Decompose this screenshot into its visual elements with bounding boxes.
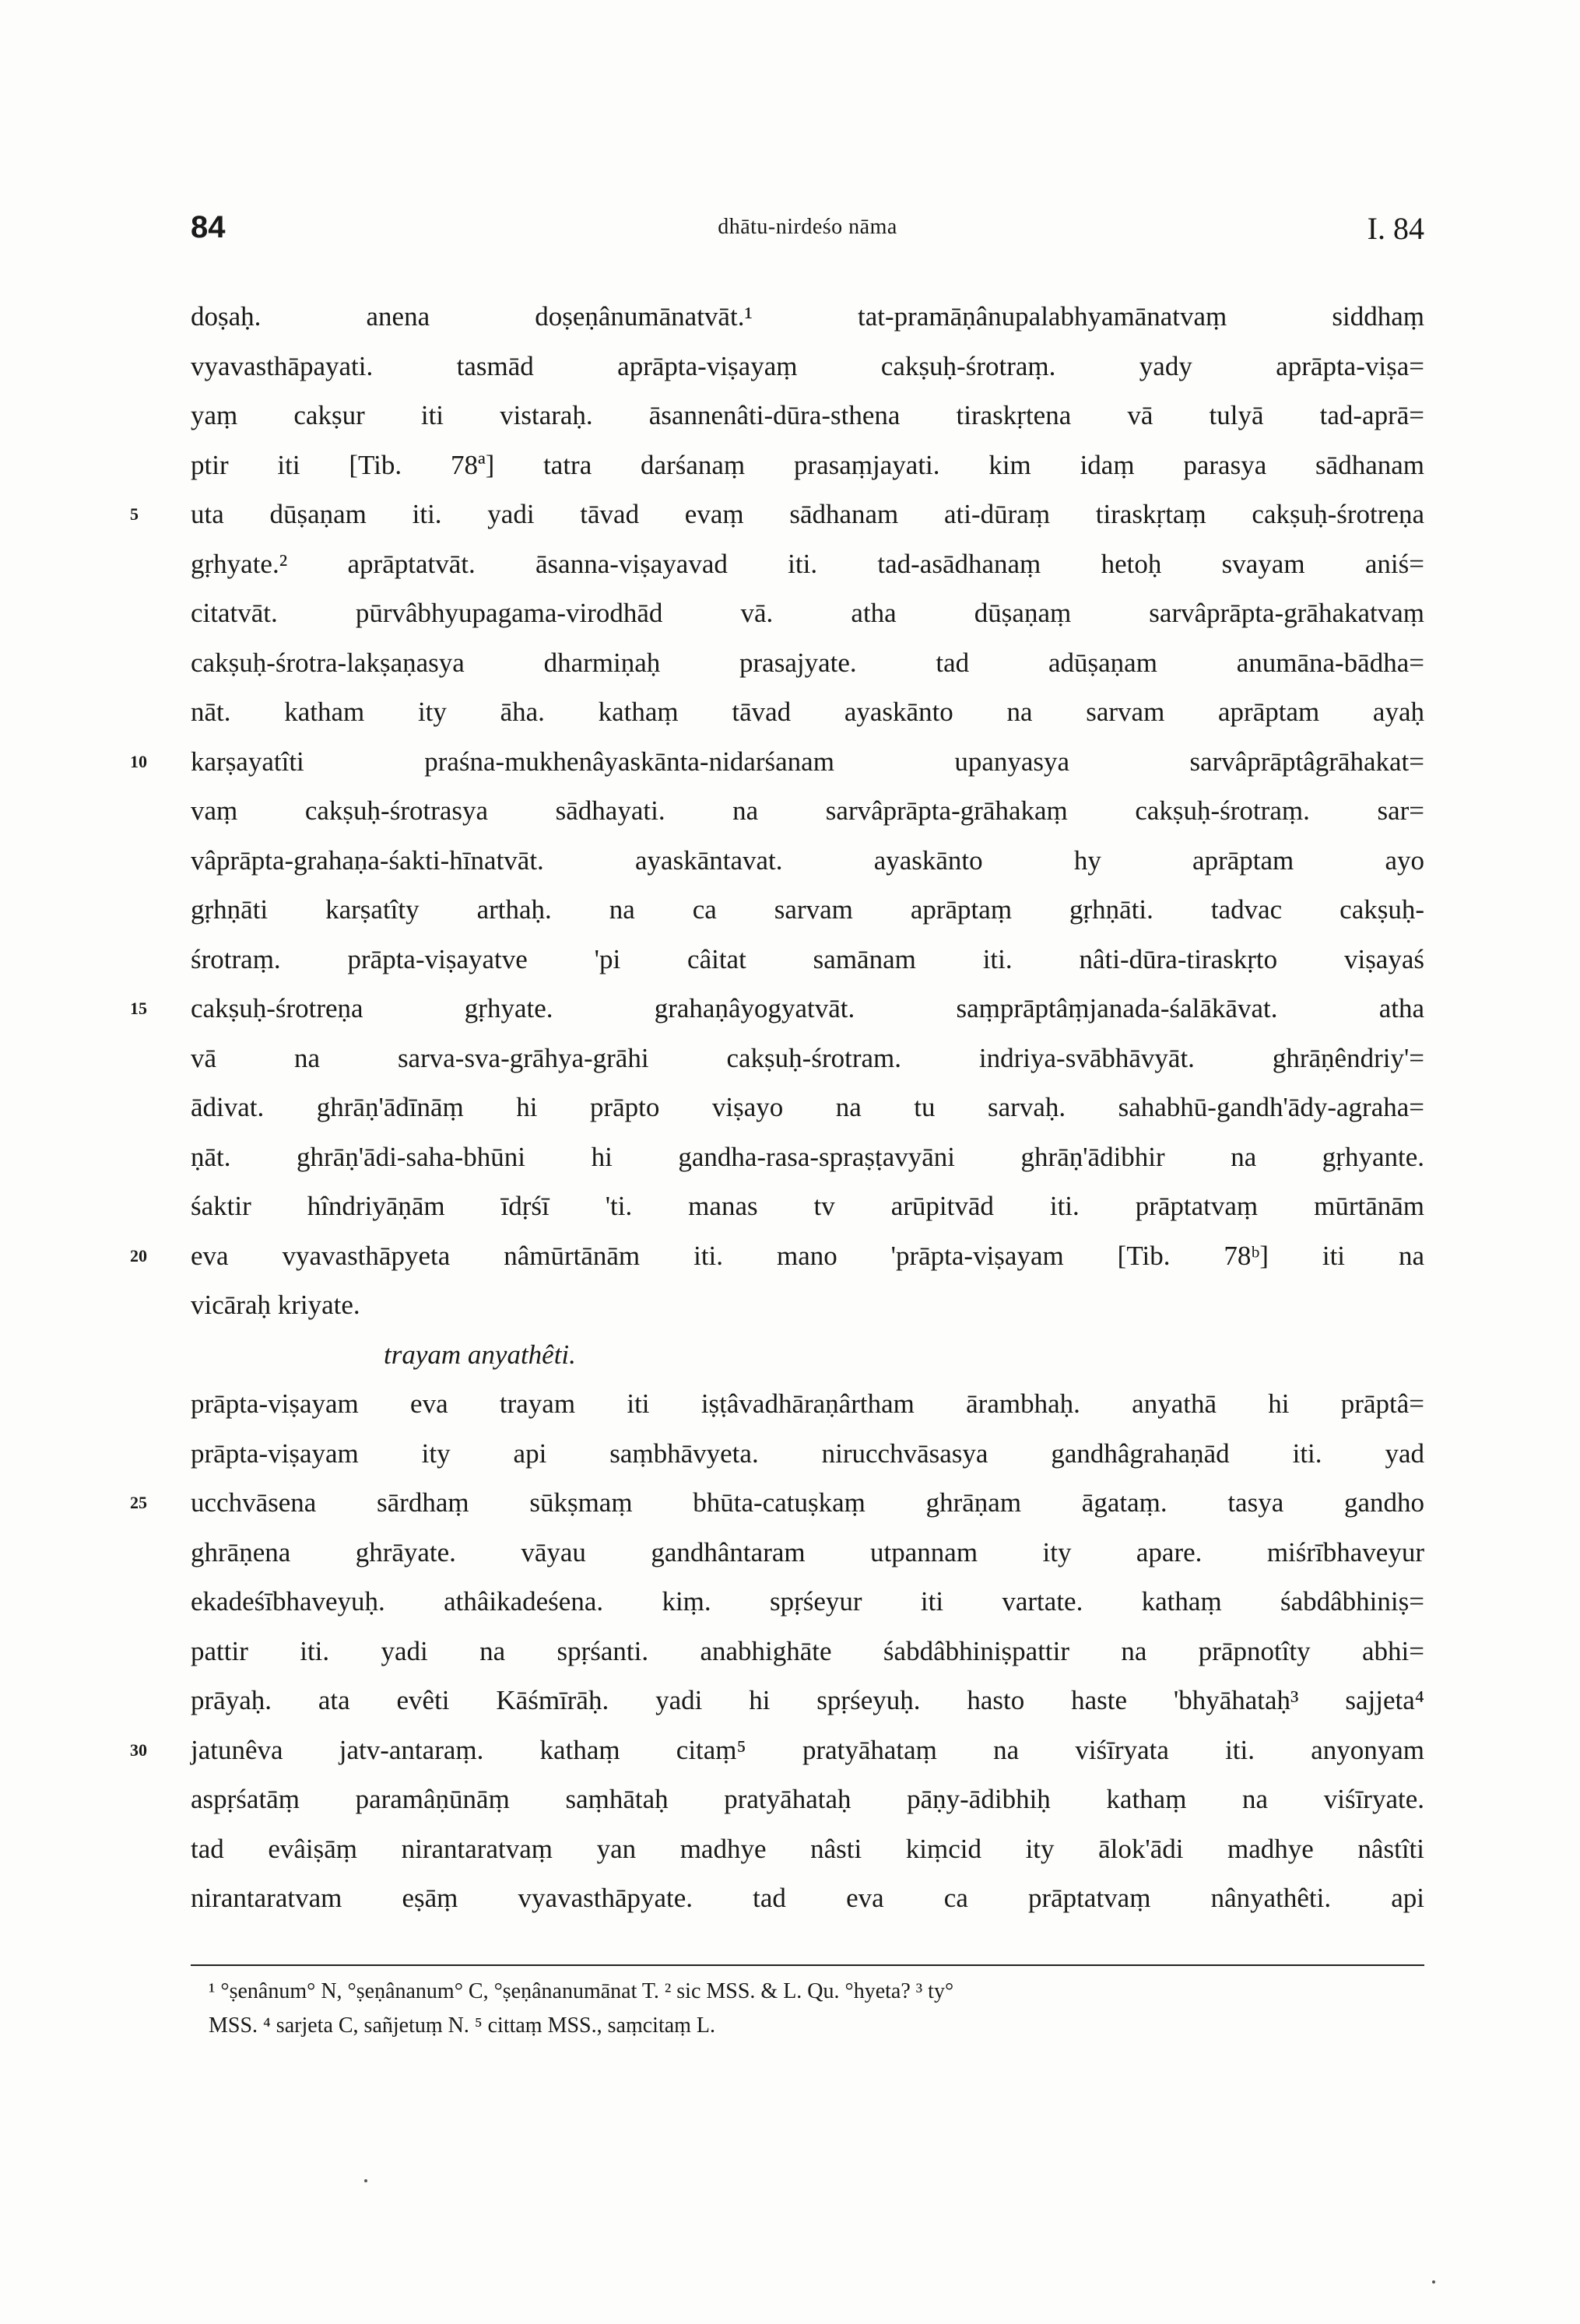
footnote-rule: [191, 1964, 1424, 1966]
text-line-content: cakṣuḥ-śrotra-lakṣaṇasya dharmiṇaḥ prasajyate. tad adūṣaṇam anumāna-bādha=: [191, 647, 1424, 678]
text-line: [191, 539, 1424, 589]
main-text: [130, 292, 1424, 1923]
section-reference: I. 84: [1367, 211, 1424, 246]
running-title: dhātu-nirdeśo nāma: [718, 215, 897, 239]
text-line: [191, 1775, 1424, 1824]
text-line-content: prāpta-viṣayam eva trayam iti iṣṭâvadhāraṇârtham ārambhaḥ. anyathā hi prāptâ=: [191, 1388, 1424, 1419]
text-line-content: tad evâiṣāṃ nirantaratvaṃ yan madhye nâsti kiṃcid ity ālok'ādi madhye nâstîti: [191, 1833, 1424, 1864]
line-number: 15: [130, 999, 147, 1018]
text-line-content: trayam anyathêti.: [384, 1339, 576, 1370]
text-line-content: karṣayatîti praśna-mukhenâyaskānta-nidarśanam upanyasya sarvâprāptâgrāhakat=: [191, 746, 1424, 777]
text-line: [191, 342, 1424, 391]
text-line-content: vā na sarva-sva-grāhya-grāhi cakṣuḥ-śrotram. indriya-svābhāvyāt. ghrāṇêndriy'=: [191, 1042, 1424, 1073]
footnote-line: MSS. ⁴ sarjeta C, sañjetuṃ N. ⁵ cittaṃ MSS., saṃcitaṃ L.: [209, 2013, 716, 2038]
text-line-content: vicāraḥ kriyate.: [191, 1290, 360, 1320]
text-line: [191, 1824, 1424, 1874]
text-line-content: uta dūṣaṇam iti. yadi tāvad evaṃ sādhanam ati-dūraṃ tiraskṛtaṃ cakṣuḥ-śrotreṇa: [191, 499, 1424, 529]
text-line-content: cakṣuḥ-śrotreṇa gṛhyate. grahaṇâyogyatvāt. saṃprāptâṃjanada-śalākāvat. atha: [191, 993, 1424, 1023]
scan-speck: [364, 2179, 367, 2182]
text-line: [191, 292, 1424, 342]
line-number: 25: [130, 1493, 147, 1512]
text-line-content: nirantaratvam eṣāṃ vyavasthāpyate. tad eva ca prāptatvaṃ nânyathêti. api: [191, 1883, 1424, 1913]
text-line-content: śaktir hîndriyāṇām īdṛśī 'ti. manas tv arūpitvād iti. prāptatvaṃ mūrtānām: [191, 1191, 1424, 1221]
text-line-content: aspṛśatāṃ paramâṇūnāṃ saṃhātaḥ pratyāhataḥ pāṇy-ādibhiḥ kathaṃ na viśīryate.: [191, 1784, 1424, 1814]
text-line: [191, 885, 1424, 935]
text-line: [130, 1231, 1424, 1281]
text-line: [191, 1280, 1424, 1330]
text-line-content: vâprāpta-grahaṇa-śakti-hīnatvāt. ayaskāntavat. ayaskānto hy aprāptam ayo: [191, 844, 1424, 876]
scan-speck: [1432, 2280, 1435, 2284]
text-line: [191, 1132, 1424, 1182]
text-line: [130, 1478, 1424, 1528]
text-line: [130, 490, 1424, 539]
text-line-content: ucchvāsena sārdhaṃ sūkṣmaṃ bhūta-catuṣkaṃ ghrāṇam āgataṃ. tasya gandho: [191, 1487, 1424, 1518]
text-line: [191, 1083, 1424, 1132]
line-number: 10: [130, 751, 147, 771]
text-line: [191, 935, 1424, 985]
line-number: 5: [130, 504, 139, 524]
text-line-content: jatunêva jatv-antaraṃ. kathaṃ citaṃ⁵ pratyāhataṃ na viśīryata iti. anyonyam: [191, 1734, 1424, 1765]
text-line-content: citatvāt. pūrvâbhyupagama-virodhād vā. atha dūṣaṇaṃ sarvâprāpta-grāhakatvaṃ: [191, 598, 1424, 628]
line-number: 20: [130, 1245, 147, 1266]
text-line: [191, 1181, 1424, 1231]
text-line-content: eva vyavasthāpyeta nâmūrtānām iti. mano 'prāpta-viṣayam [Tib. 78ᵇ] iti na: [191, 1240, 1424, 1271]
text-line-content: gṛhṇāti karṣatîty arthaḥ. na ca sarvam aprāptaṃ gṛhṇāti. tadvac cakṣuḥ-: [191, 894, 1424, 925]
footnote-line: ¹ °ṣenânum° N, °ṣeṇânanum° C, °ṣeṇânanumānat T. ² sic MSS. & L. Qu. °hyeta? ³ ty°: [209, 1979, 954, 2003]
text-line-content: yaṃ cakṣur iti vistaraḥ. āsannenâti-dūra-sthena tiraskṛtena vā tulyā tad-aprā=: [191, 400, 1424, 430]
text-line: [191, 687, 1424, 737]
text-line: [191, 588, 1424, 638]
text-line: [191, 1429, 1424, 1479]
text-line: [191, 1627, 1424, 1676]
text-line: [191, 1676, 1424, 1725]
text-line: [191, 836, 1424, 886]
text-line: [191, 786, 1424, 836]
line-number: 30: [130, 1739, 147, 1760]
text-line: [191, 1330, 1424, 1380]
text-line-content: vaṃ cakṣuḥ-śrotrasya sādhayati. na sarvâprāpta-grāhakaṃ cakṣuḥ-śrotraṃ. sar=: [191, 795, 1424, 826]
page-number: 84: [191, 210, 226, 244]
text-line: [191, 1034, 1424, 1083]
text-line-content: vyavasthāpayati. tasmād aprāpta-viṣayaṃ cakṣuḥ-śrotraṃ. yady aprāpta-viṣa=: [191, 350, 1424, 381]
text-line-content: doṣaḥ. anena doṣeṇânumānatvāt.¹ tat-pramāṇânupalabhyamānatvaṃ siddhaṃ: [191, 301, 1424, 332]
text-line-content: prāpta-viṣayam ity api saṃbhāvyeta. nirucchvāsasya gandhâgrahaṇād iti. yad: [191, 1438, 1424, 1469]
text-line-content: nāt. katham ity āha. kathaṃ tāvad ayaskānto na sarvam aprāptam ayaḥ: [191, 697, 1424, 727]
text-line: [191, 1873, 1424, 1923]
text-line: [191, 441, 1424, 490]
text-line-content: ṇāt. ghrāṇ'ādi-saha-bhūni hi gandha-rasa-spraṣṭavyāni ghrāṇ'ādibhir na gṛhyante.: [191, 1141, 1424, 1172]
text-line: [191, 1577, 1424, 1627]
text-line-content: ādivat. ghrāṇ'ādīnāṃ hi prāpto viṣayo na tu sarvaḥ. sahabhū-gandh'ādy-agraha=: [191, 1092, 1424, 1122]
text-line: [130, 984, 1424, 1034]
text-line: [130, 737, 1424, 787]
text-line: [191, 391, 1424, 441]
text-line-content: pattir iti. yadi na spṛśanti. anabhighāte śabdâbhiniṣpattir na prāpnotîty abhi=: [191, 1635, 1424, 1666]
text-line: [130, 1725, 1424, 1775]
text-line-content: gṛhyate.² aprāptatvāt. āsanna-viṣayavad iti. tad-asādhanaṃ hetoḥ svayam aniś=: [191, 548, 1424, 579]
text-line-content: śrotraṃ. prāpta-viṣayatve 'pi câitat samānam iti. nâti-dūra-tiraskṛto viṣayaś: [191, 943, 1424, 974]
text-line-content: prāyaḥ. ata evêti Kāśmīrāḥ. yadi hi spṛśeyuḥ. hasto haste 'bhyāhataḥ³ sajjeta⁴: [191, 1685, 1424, 1715]
text-line-content: ekadeśībhaveyuḥ. athâikadeśena. kiṃ. spṛśeyur iti vartate. kathaṃ śabdâbhiniṣ=: [191, 1586, 1424, 1617]
page-header: [191, 210, 1424, 257]
text-line: [191, 638, 1424, 688]
text-line-content: ptir iti [Tib. 78ª] tatra darśanaṃ prasaṃjayati. kim idaṃ parasya sādhanam: [191, 449, 1424, 480]
text-line: [191, 1379, 1424, 1429]
footnotes: [209, 1975, 1423, 2043]
text-line-content: ghrāṇena ghrāyate. vāyau gandhântaram utpannam ity apare. miśrībhaveyur: [191, 1536, 1424, 1567]
text-line: [191, 1528, 1424, 1578]
